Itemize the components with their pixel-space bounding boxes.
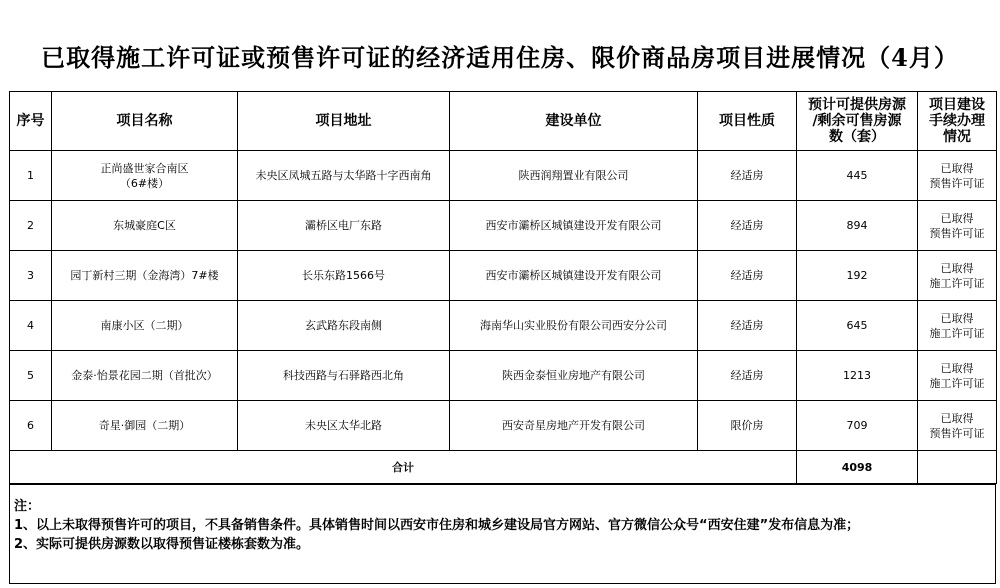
notes-line-2: 2、实际可提供房源数以取得预售证楼栋套数为准。: [14, 537, 310, 552]
cell-developer: 陕西金泰恒业房地产有限公司: [450, 351, 698, 401]
table-row: [10, 201, 997, 251]
cell-status: [918, 151, 997, 201]
cell-seq: 6: [10, 401, 52, 451]
cell-type: 经适房: [698, 301, 797, 351]
cell-name-line1: 正尚盛世家合南区: [100, 161, 189, 175]
cell-status-line2: 施工许可证: [929, 276, 985, 290]
cell-status-line1: 已取得: [940, 411, 974, 425]
cell-name-line2: （6#楼）: [119, 176, 170, 190]
total-label: 合计: [10, 451, 797, 484]
cell-address: 灞桥区电厂东路: [238, 201, 450, 251]
cell-seq: 2: [10, 201, 52, 251]
cell-developer: 陕西润翔置业有限公司: [450, 151, 698, 201]
cell-status-line1: 已取得: [940, 261, 974, 275]
cell-status-line1: 已取得: [940, 211, 974, 225]
cell-name: [52, 151, 238, 201]
header-type: 项目性质: [698, 92, 797, 151]
total-status-empty: [918, 451, 997, 484]
cell-status: [918, 351, 997, 401]
header-status: [918, 92, 997, 151]
cell-status: [918, 401, 997, 451]
cell-status-line2: 施工许可证: [929, 326, 985, 340]
header-address: 项目地址: [238, 92, 450, 151]
header-developer: 建设单位: [450, 92, 698, 151]
total-row: [10, 451, 997, 484]
cell-seq: 4: [10, 301, 52, 351]
notes-line-1: 1、以上未取得预售许可的项目，不具备销售条件。具体销售时间以西安市住房和城乡建设局官方网站、官方微信公众号“西安住建”发布信息为准；: [14, 518, 860, 533]
cell-units: 1213: [797, 351, 918, 401]
table-row: [10, 151, 997, 201]
cell-developer: 西安奇星房地产开发有限公司: [450, 401, 698, 451]
cell-type: 经适房: [698, 251, 797, 301]
cell-status-line2: 预售许可证: [929, 176, 985, 190]
cell-seq: 1: [10, 151, 52, 201]
cell-status-line2: 预售许可证: [929, 426, 985, 440]
table-row: [10, 401, 997, 451]
header-units: [797, 92, 918, 151]
cell-type: 经适房: [698, 351, 797, 401]
table-row: [10, 301, 997, 351]
cell-status-line1: 已取得: [940, 311, 974, 325]
header-units-line1: 预计可提供房源: [808, 97, 906, 113]
cell-name: 金泰·怡景花园二期（首批次）: [52, 351, 238, 401]
header-units-line2: /剩余可售房源: [812, 113, 902, 129]
cell-units: 645: [797, 301, 918, 351]
cell-name: 园丁新村三期（金海湾）7#楼: [52, 251, 238, 301]
header-status-line1: 项目建设: [929, 97, 985, 113]
header-status-line2: 手续办理: [929, 113, 985, 129]
cell-units: 445: [797, 151, 918, 201]
cell-developer: 西安市灞桥区城镇建设开发有限公司: [450, 251, 698, 301]
header-units-line3: 数（套）: [829, 129, 885, 145]
cell-name: 东城豪庭C区: [52, 201, 238, 251]
cell-status: [918, 301, 997, 351]
cell-name: 南康小区（二期）: [52, 301, 238, 351]
cell-address: 玄武路东段南侧: [238, 301, 450, 351]
notes-box: [9, 484, 996, 584]
cell-status-line2: 施工许可证: [929, 376, 985, 390]
cell-status: [918, 251, 997, 301]
cell-address: 未央区太华北路: [238, 401, 450, 451]
cell-address: 科技西路与石驿路西北角: [238, 351, 450, 401]
table-header-row: [10, 92, 997, 151]
table-row: [10, 351, 997, 401]
cell-address: 长乐东路1566号: [238, 251, 450, 301]
total-value: 4098: [797, 451, 918, 484]
header-name: 项目名称: [52, 92, 238, 151]
cell-type: 经适房: [698, 151, 797, 201]
cell-status: [918, 201, 997, 251]
notes-heading: 注：: [14, 499, 41, 514]
cell-status-line1: 已取得: [940, 361, 974, 375]
header-seq: 序号: [10, 92, 52, 151]
cell-type: 限价房: [698, 401, 797, 451]
header-status-line3: 情况: [943, 129, 971, 145]
cell-units: 709: [797, 401, 918, 451]
cell-developer: 海南华山实业股份有限公司西安分公司: [450, 301, 698, 351]
cell-name: 奇星·御园（二期）: [52, 401, 238, 451]
cell-status-line2: 预售许可证: [929, 226, 985, 240]
page-title: 已取得施工许可证或预售许可证的经济适用住房、限价商品房项目进展情况（4月）: [41, 43, 959, 72]
cell-address: 未央区凤城五路与太华路十字西南角: [238, 151, 450, 201]
table-row: [10, 251, 997, 301]
cell-seq: 3: [10, 251, 52, 301]
cell-developer: 西安市灞桥区城镇建设开发有限公司: [450, 201, 698, 251]
cell-units: 192: [797, 251, 918, 301]
cell-seq: 5: [10, 351, 52, 401]
cell-type: 经适房: [698, 201, 797, 251]
project-table: [9, 91, 997, 484]
cell-status-line1: 已取得: [940, 161, 974, 175]
cell-units: 894: [797, 201, 918, 251]
